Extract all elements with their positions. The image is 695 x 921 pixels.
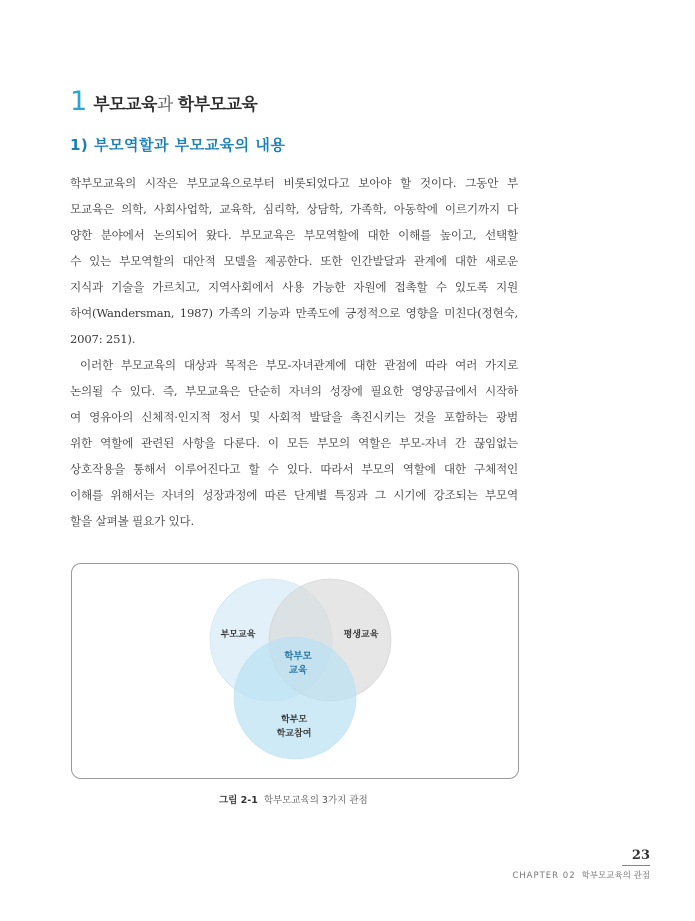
paragraph-line: 하여(Wandersman, 1987) 가족의 기능과 만족도에 긍정적으로 영향을 미친다(정현숙, bbox=[70, 306, 518, 320]
chapter-title: 학부모교육의 관점 bbox=[581, 871, 650, 881]
paragraph-line: 2007: 251). bbox=[70, 332, 136, 346]
figure-venn-diagram bbox=[71, 563, 519, 779]
figure-label: 그림 2-1 bbox=[219, 795, 258, 806]
section-heading bbox=[70, 87, 257, 117]
paragraph-line: 이해를 위해서는 자녀의 성장과정에 따른 단계별 특징과 그 시기에 강조되는 부모역 bbox=[70, 488, 518, 502]
paragraph-line: 이러한 부모교육의 대상과 목적은 부모-자녀관계에 대한 관점에 따라 여러 가지로 bbox=[80, 358, 518, 372]
paragraph-line: 위한 역할에 관련된 사항을 다룬다. 이 모든 부모의 역할은 부모-자녀 간 끊임없는 bbox=[70, 436, 518, 450]
paragraph-line: 논의될 수 있다. 즉, 부모교육은 단순히 자녀의 성장에 필요한 영양공급에서 시작하 bbox=[70, 384, 518, 398]
venn-diagram bbox=[72, 564, 518, 778]
body-text bbox=[70, 170, 518, 534]
paragraph-line: 수 있는 부모역할의 대안적 모델을 제공한다. 또한 인간발달과 관계에 대한 새로운 bbox=[70, 254, 518, 268]
paragraph-line: 지식과 기술을 가르치고, 지역사회에서 사용 가능한 자원에 접촉할 수 있도록 지원 bbox=[70, 280, 518, 294]
section-title bbox=[93, 90, 257, 115]
section-number: 1 bbox=[70, 86, 88, 117]
paragraph-line: 여 영유아의 신체적·인지적 정서 및 사회적 발달을 촉진시키는 것을 포함하는 광범 bbox=[70, 410, 518, 424]
paragraph-line: 학부모교육의 시작은 부모교육으로부터 비롯되었다고 보아야 할 것이다. 그동안 부 bbox=[70, 176, 518, 190]
running-footer bbox=[512, 869, 650, 881]
subsection-title: 1) 부모역할과 부모교육의 내용 bbox=[70, 136, 286, 154]
section-title-connector: 과 bbox=[156, 95, 178, 115]
page-number: 23 bbox=[631, 848, 650, 863]
page-number-rule bbox=[622, 865, 650, 866]
figure-caption bbox=[219, 792, 368, 806]
paragraph-line: 할을 살펴볼 필요가 있다. bbox=[70, 514, 194, 528]
chapter-label: CHAPTER 02 bbox=[512, 871, 576, 881]
section-title-part1: 부모교육 bbox=[93, 95, 157, 115]
label-lifelong-education: 평생교육 bbox=[343, 630, 379, 640]
paragraph-line: 모교육은 의학, 사회사업학, 교육학, 심리학, 상담학, 가족학, 아동학에 이르기까지 다 bbox=[70, 202, 518, 216]
section-title-part2: 학부모교육 bbox=[177, 95, 258, 115]
label-school-participation-line1: 학부모 bbox=[280, 715, 308, 725]
label-center-line1: 학부모 bbox=[284, 651, 312, 662]
label-school-participation-line2: 학교참여 bbox=[276, 729, 312, 739]
paragraph-line: 양한 분야에서 논의되어 왔다. 부모교육은 부모역할에 대한 이해를 높이고, 선택할 bbox=[70, 228, 518, 242]
figure-caption-text: 학부모교육의 3가지 관점 bbox=[263, 795, 368, 806]
label-parent-education: 부모교육 bbox=[220, 630, 256, 640]
label-center-line2: 교육 bbox=[288, 665, 308, 676]
paragraph-line: 상호작용을 통해서 이루어진다고 할 수 있다. 따라서 부모의 역할에 대한 구체적인 bbox=[70, 462, 518, 476]
